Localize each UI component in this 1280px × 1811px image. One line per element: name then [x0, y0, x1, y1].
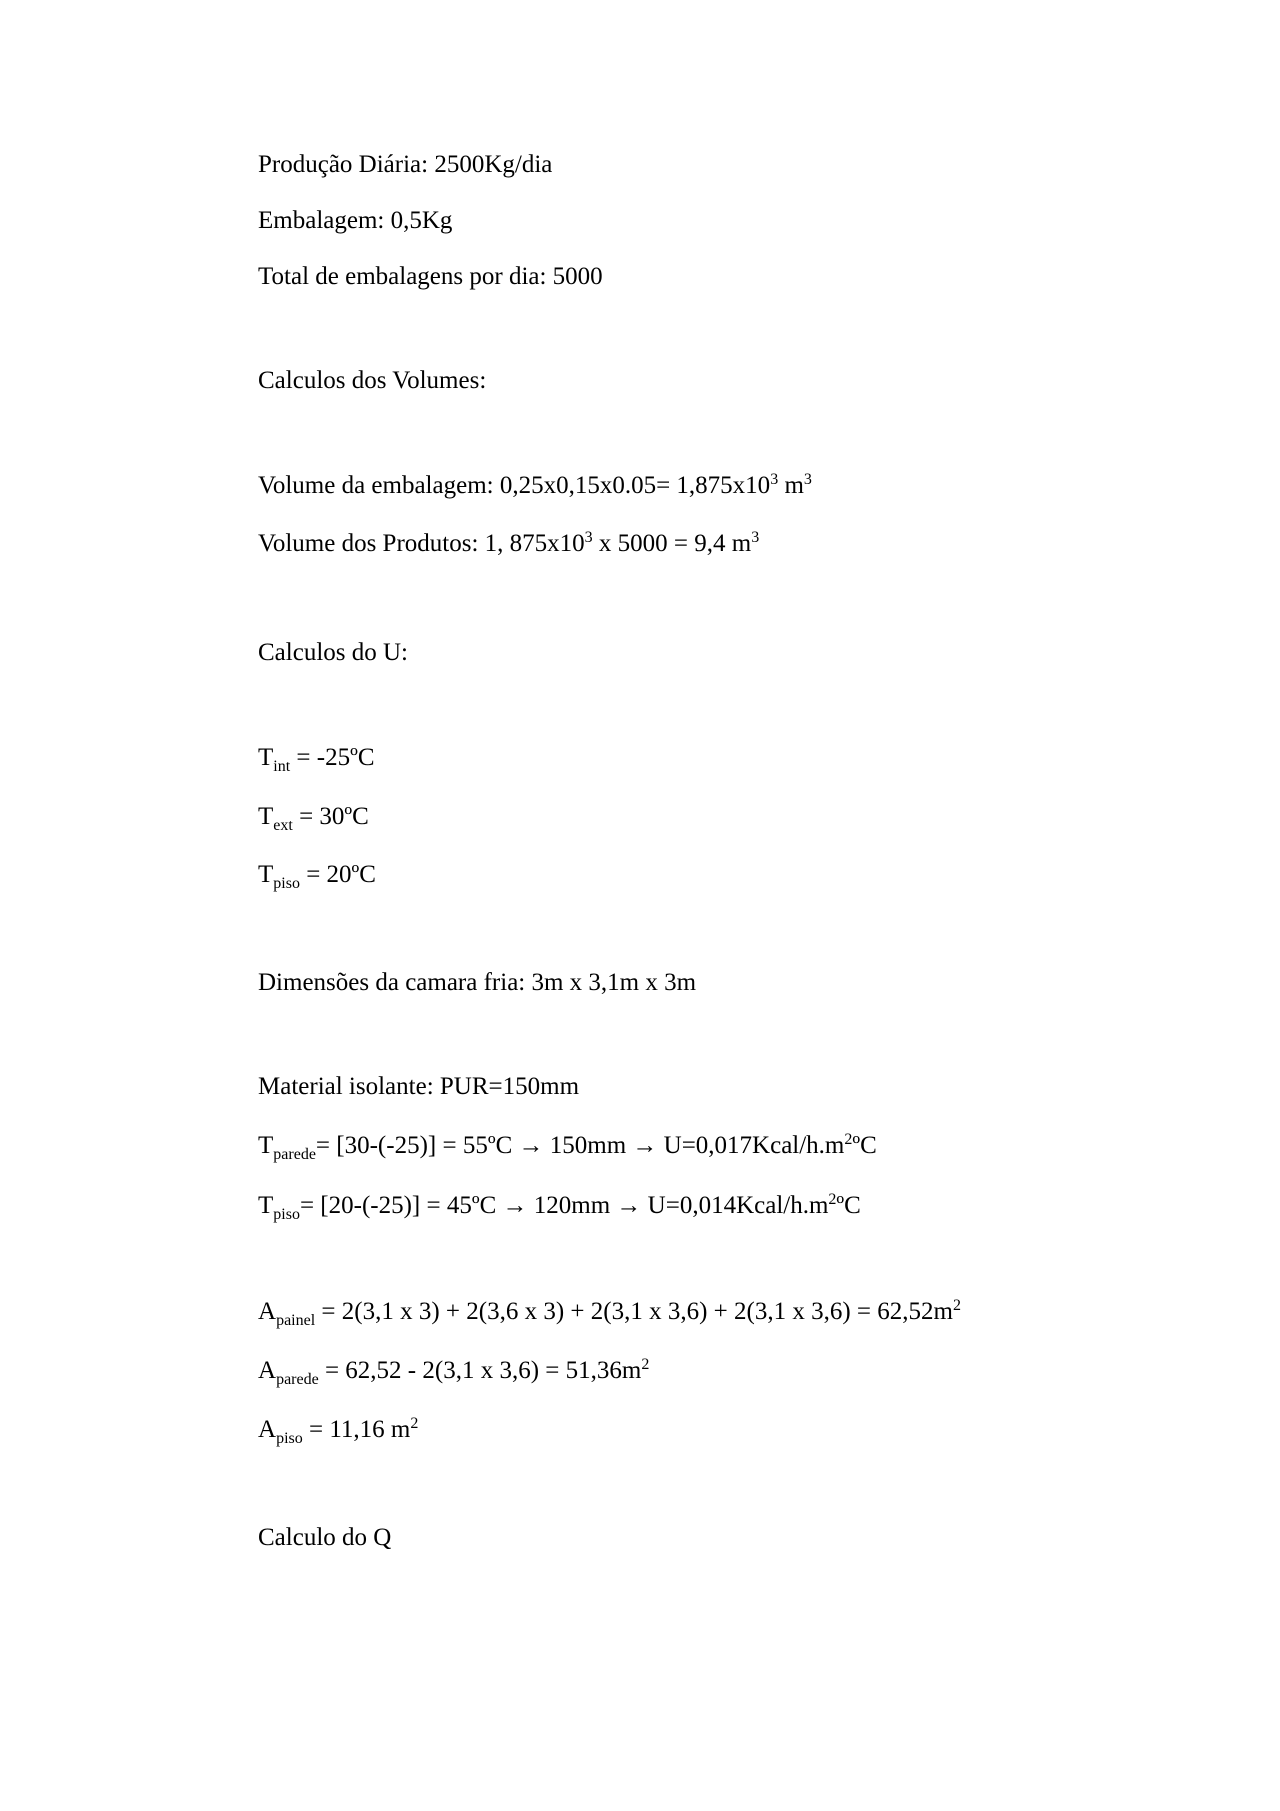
a-parede-line [258, 1356, 649, 1386]
a-piso-subscript: piso [276, 1430, 303, 1447]
a-piso-line [258, 1415, 418, 1445]
material-isolante-line: Material isolante: PUR=150mm [258, 1073, 580, 1100]
embalagem-line: Embalagem: 0,5Kg [258, 207, 453, 234]
t-parede-exponent: 2 [844, 1131, 853, 1148]
volume-embalagem-unit: m [778, 472, 804, 499]
a-piso-exponent: 2 [410, 1415, 419, 1432]
t-ext-subscript: ext [273, 817, 293, 834]
a-painel-formula: = 2(3,1 x 3) + 2(3,6 x 3) + 2(3,1 x 3,6) + 2(3,1 x 3,6) = 62,52m [315, 1298, 953, 1325]
t-parede-unit: ºC [852, 1132, 877, 1159]
a-parede-subscript: parede [276, 1371, 319, 1388]
t-piso-calc-line [258, 1191, 861, 1221]
a-parede-exponent: 2 [641, 1356, 650, 1373]
t-piso-base: T [258, 861, 274, 888]
t-piso-calc-unit: ºC [836, 1192, 861, 1219]
producao-line: Produção Diária: 2500Kg/dia [258, 151, 553, 178]
a-painel-exponent: 2 [952, 1297, 961, 1314]
t-piso-calc-subscript: piso [273, 1206, 300, 1223]
volume-produtos-exponent: 3 [584, 529, 593, 546]
t-piso-calc-base: T [258, 1192, 274, 1219]
t-piso-line [258, 860, 376, 890]
volume-embalagem-line [258, 471, 812, 501]
volume-embalagem-unit-exponent: 3 [803, 471, 812, 488]
a-parede-formula: = 62,52 - 2(3,1 x 3,6) = 51,36m [318, 1357, 642, 1384]
t-int-subscript: int [273, 758, 291, 775]
total-embalagens-line: Total de embalagens por dia: 5000 [258, 263, 603, 290]
t-int-value: = -25ºC [290, 744, 375, 771]
volume-embalagem-text: Volume da embalagem: 0,25x0,15x0.05= 1,875x10 [258, 472, 771, 499]
t-ext-base: T [258, 803, 274, 830]
a-piso-base: A [258, 1416, 277, 1443]
volume-embalagem-exponent: 3 [770, 471, 779, 488]
t-parede-base: T [258, 1132, 274, 1159]
t-int-line [258, 743, 375, 773]
t-parede-formula: = [30-(-25)] = 55ºC → 150mm → U=0,017Kcal/h.m [315, 1132, 845, 1159]
t-piso-calc-exponent: 2 [828, 1191, 837, 1208]
volume-produtos-rest: x 5000 = 9,4 m [592, 530, 752, 557]
t-ext-value: = 30ºC [292, 803, 369, 830]
calculo-q-heading: Calculo do Q [258, 1524, 392, 1551]
t-piso-value: = 20ºC [299, 861, 376, 888]
a-painel-base: A [258, 1298, 277, 1325]
t-int-base: T [258, 744, 274, 771]
calculos-u-heading: Calculos do U: [258, 639, 408, 666]
a-piso-formula: = 11,16 m [302, 1416, 411, 1443]
volume-produtos-line [258, 529, 759, 559]
dimensoes-line: Dimensões da camara fria: 3m x 3,1m x 3m [258, 969, 697, 996]
a-painel-line [258, 1297, 961, 1327]
t-piso-subscript: piso [273, 875, 300, 892]
t-parede-subscript: parede [273, 1146, 316, 1163]
t-piso-calc-formula: = [20-(-25)] = 45ºC → 120mm → U=0,014Kcal/h.m [299, 1192, 829, 1219]
a-painel-subscript: painel [276, 1312, 316, 1329]
calculos-volumes-heading: Calculos dos Volumes: [258, 367, 487, 394]
t-ext-line [258, 802, 369, 832]
a-parede-base: A [258, 1357, 277, 1384]
t-parede-calc-line [258, 1131, 877, 1161]
volume-produtos-unit-exponent: 3 [751, 529, 760, 546]
volume-produtos-text: Volume dos Produtos: 1, 875x10 [258, 530, 585, 557]
